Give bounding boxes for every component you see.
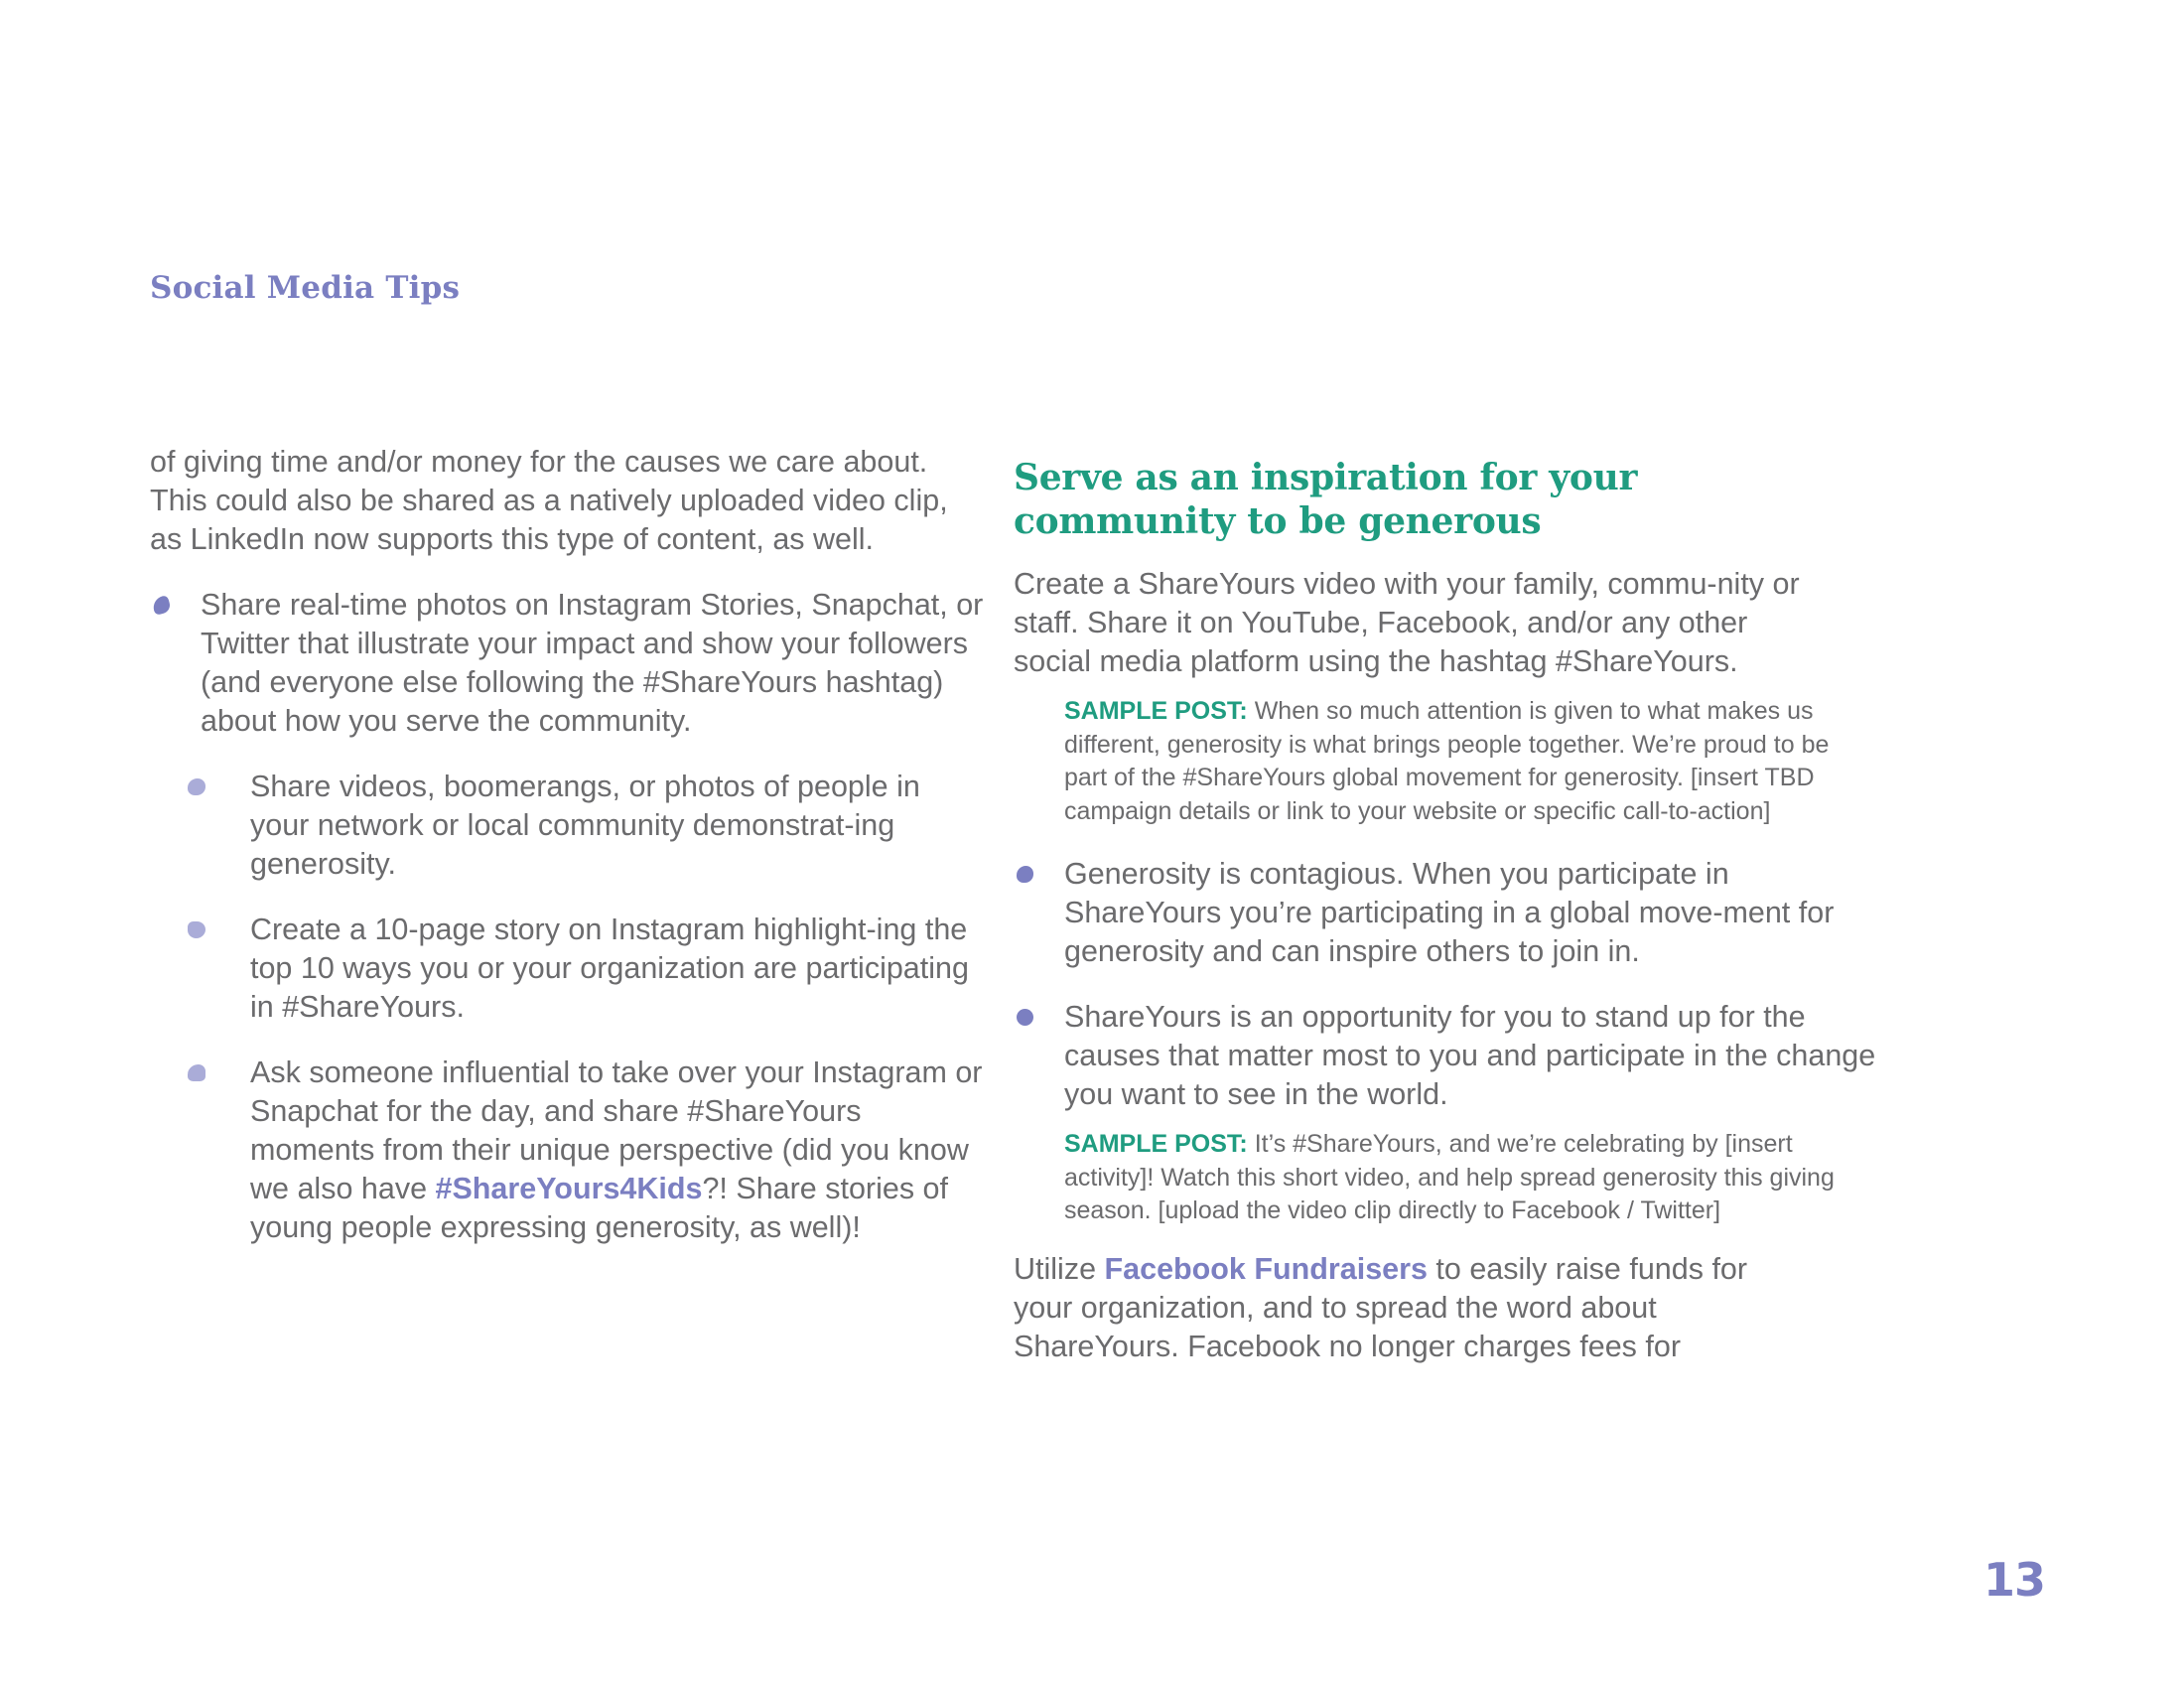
bullet-icon: [151, 595, 172, 616]
list-item-text: ?! Share stories of young people expressing generosity, as well)!: [250, 1172, 948, 1244]
sub-list-item: [150, 911, 984, 1027]
sub-list-item: [150, 768, 984, 884]
list-item-text: Share videos, boomerangs, or photos of people in your network or local community demonstrat-ing generosity.: [250, 770, 920, 881]
list-item: [1014, 855, 1858, 971]
bullet-icon: [188, 778, 205, 795]
bullet-icon: [188, 1064, 205, 1081]
list-item: [1014, 998, 1878, 1114]
bullet-icon: [188, 921, 205, 938]
closing-text: to easily raise funds for your organization, and to spread the word about ShareYours. Facebook no longer charges fees for: [1014, 1251, 1748, 1363]
sub-list-item: [150, 1054, 985, 1247]
section-header: Social Media Tips: [150, 270, 461, 306]
closing-paragraph: [1014, 1250, 1798, 1366]
sample-post: [1014, 695, 1848, 828]
page-number: 13: [1983, 1553, 2046, 1607]
right-column: [1014, 456, 1876, 1366]
list-item: [150, 586, 984, 741]
bullet-icon: [1017, 1009, 1033, 1026]
intro-paragraph: Create a ShareYours video with your family, commu-nity or staff. Share it on YouTube, Facebook, and/or any other social media platform using the hashtag #ShareYours.: [1014, 567, 1800, 678]
closing-text: Utilize: [1014, 1251, 1105, 1286]
sample-post-text: When so much attention is given to what makes us different, generosity is what brings people together. We’re proud to be part of the #ShareYours global movement for generosity. [insert TBD campaign details or link to your website or specific call-to-action]: [1064, 697, 1830, 825]
sharevours4kids-link[interactable]: #ShareYours4Kids: [435, 1172, 703, 1205]
list-item-text: Generosity is contagious. When you participate in ShareYours you’re participating in a global move-ment for generosity and can inspire others to join in.: [1064, 857, 1835, 968]
list-item-text: Share real-time photos on Instagram Stories, Snapchat, or Twitter that illustrate your impact and show your followers (and everyone else following the #ShareYours hashtag) about how you serve the community.: [201, 588, 984, 738]
section-heading: Serve as an inspiration for your community to be generous: [1014, 457, 1638, 542]
left-column: [150, 443, 984, 1247]
sample-post-text: It’s #ShareYours, and we’re celebrating by [insert activity]! Watch this short video, and help spread generosity this giving season. [upload the video clip directly to Facebook / Twitter]: [1064, 1130, 1835, 1224]
sample-post-label: SAMPLE POST:: [1064, 1130, 1248, 1158]
bullet-icon: [1017, 866, 1033, 883]
list-item-text: Create a 10-page story on Instagram highlight-ing the top 10 ways you or your organization are participating in #ShareYours.: [250, 913, 969, 1024]
list-item-text: ShareYours is an opportunity for you to stand up for the causes that matter most to you and participate in the change you want to see in the world.: [1064, 1000, 1876, 1111]
facebook-fundraisers-link[interactable]: Facebook Fundraisers: [1104, 1251, 1428, 1286]
intro-paragraph: of giving time and/or money for the causes we care about. This could also be shared as a natively uploaded video clip, as LinkedIn now supports this type of content, as well.: [150, 445, 948, 556]
list-item-text: Ask someone influential to take over your Instagram or Snapchat for the day, and share #ShareYours moments from their unique perspective (did you know we also have: [250, 1055, 983, 1205]
sample-post-label: SAMPLE POST:: [1064, 697, 1248, 725]
sample-post: [1014, 1128, 1858, 1228]
